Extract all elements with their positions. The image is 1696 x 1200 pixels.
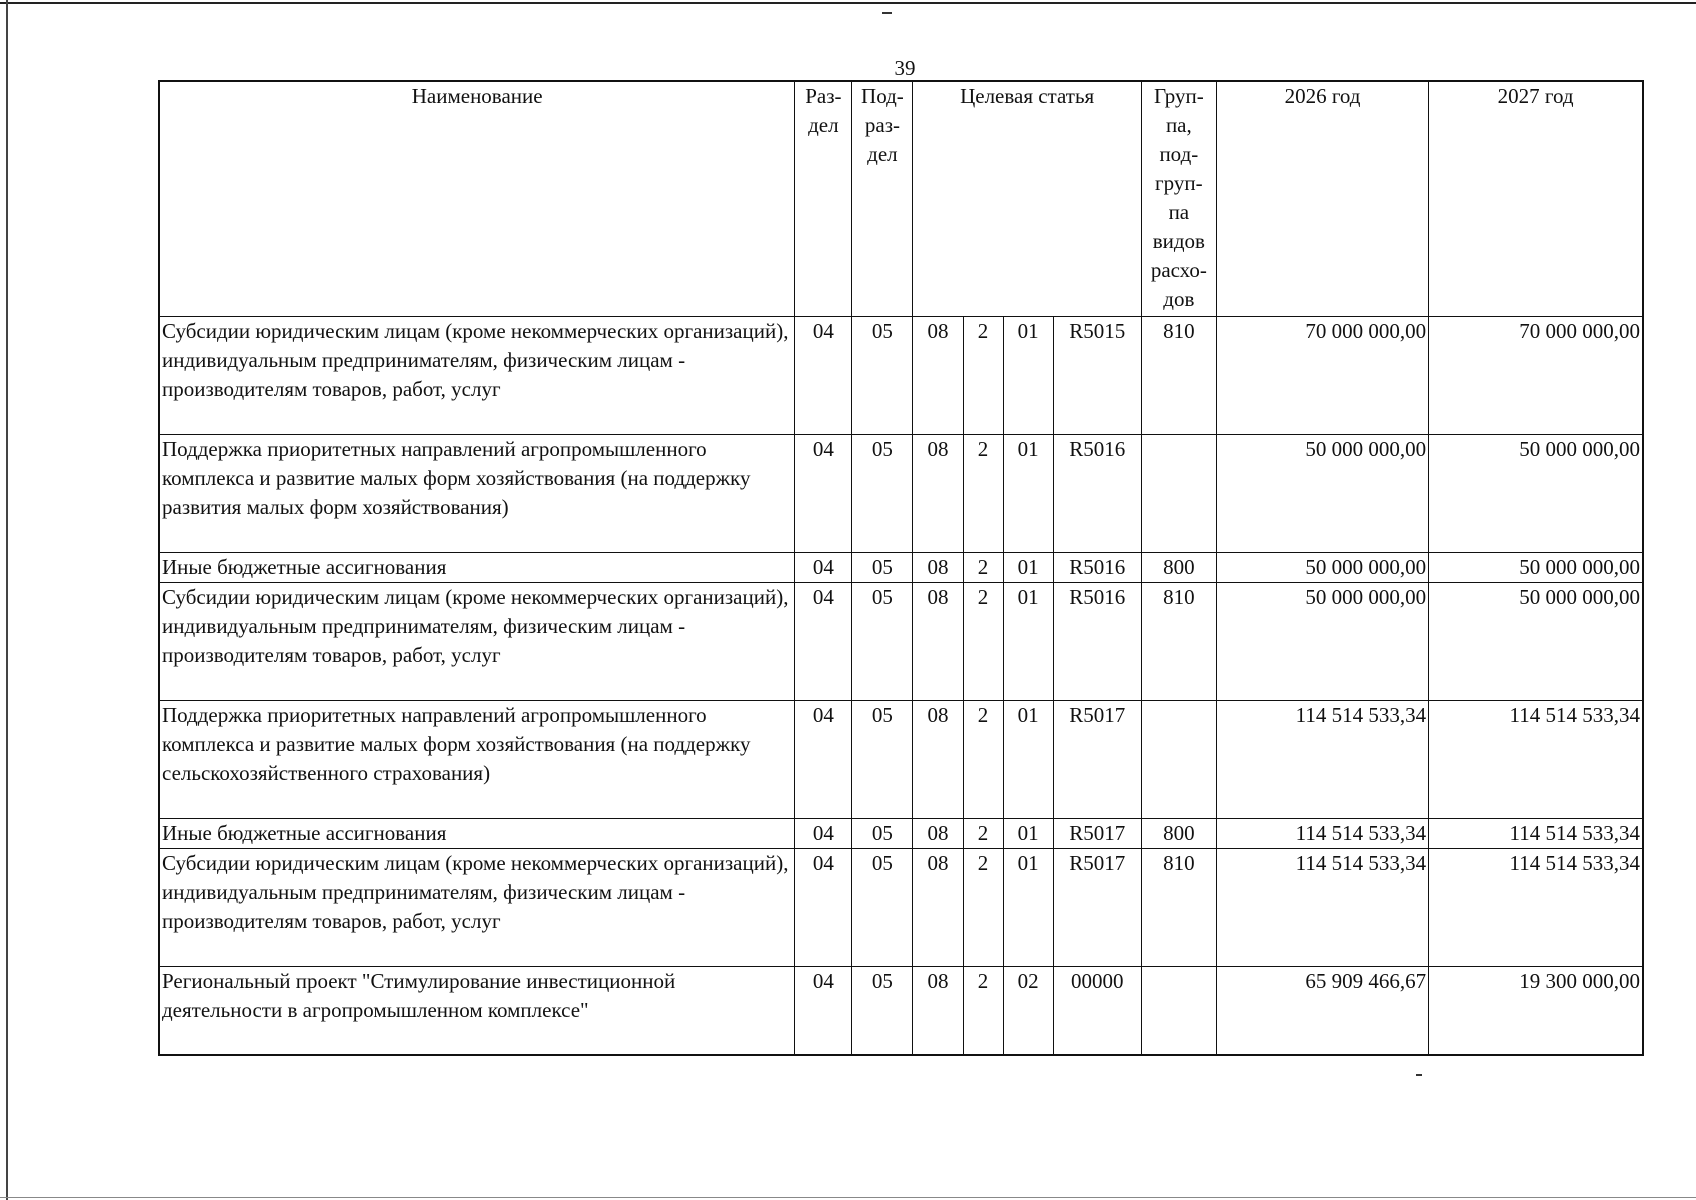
header-year-2027: 2027 год: [1429, 81, 1643, 316]
row-amount-2026: 50 000 000,00: [1216, 582, 1428, 700]
row-target-program: 08: [913, 316, 963, 434]
row-name: Субсидии юридическим лицам (кроме некоммерческих организаций), индивидуальным предпринимателям, физическим лицам - производителям товаров, работ, услуг: [159, 582, 795, 700]
row-amount-2026: 114 514 533,34: [1216, 848, 1428, 966]
header-name: Наименование: [159, 81, 795, 316]
table-row: [159, 434, 1643, 552]
row-razdel: 04: [795, 552, 852, 582]
row-name: Региональный проект "Стимулирование инвестиционной деятельности в агропромышленном комплексе": [159, 966, 795, 1055]
row-expense-group: 810: [1141, 582, 1216, 700]
row-expense-group: [1141, 434, 1216, 552]
row-target-direction: 2: [963, 434, 1003, 552]
row-target-code: R5017: [1053, 700, 1141, 818]
row-podrazdel: 05: [852, 316, 913, 434]
row-podrazdel: 05: [852, 582, 913, 700]
scan-border-bottom: [0, 1197, 1696, 1198]
table-row: [159, 966, 1643, 1055]
header-year-2026: 2026 год: [1216, 81, 1428, 316]
row-target-code: R5016: [1053, 434, 1141, 552]
row-podrazdel: 05: [852, 848, 913, 966]
row-amount-2027: 50 000 000,00: [1429, 434, 1643, 552]
row-target-code: R5017: [1053, 848, 1141, 966]
row-name: Субсидии юридическим лицам (кроме некоммерческих организаций), индивидуальным предпринимателям, физическим лицам - производителям товаров, работ, услуг: [159, 316, 795, 434]
row-amount-2026: 50 000 000,00: [1216, 434, 1428, 552]
row-amount-2026: 65 909 466,67: [1216, 966, 1428, 1055]
row-target-code: R5016: [1053, 582, 1141, 700]
table-row: [159, 316, 1643, 434]
row-expense-group: 810: [1141, 316, 1216, 434]
table-row: [159, 582, 1643, 700]
table-row: [159, 818, 1643, 848]
row-name: Иные бюджетные ассигнования: [159, 552, 795, 582]
row-target-direction: 2: [963, 848, 1003, 966]
row-amount-2027: 114 514 533,34: [1429, 818, 1643, 848]
row-target-program: 08: [913, 434, 963, 552]
row-target-program: 08: [913, 582, 963, 700]
row-target-event: 01: [1003, 316, 1053, 434]
row-podrazdel: 05: [852, 818, 913, 848]
row-amount-2027: 19 300 000,00: [1429, 966, 1643, 1055]
table-row: [159, 848, 1643, 966]
row-target-program: 08: [913, 848, 963, 966]
row-target-code: R5017: [1053, 818, 1141, 848]
row-target-event: 01: [1003, 848, 1053, 966]
row-target-event: 02: [1003, 966, 1053, 1055]
row-expense-group: 800: [1141, 552, 1216, 582]
row-target-program: 08: [913, 552, 963, 582]
scan-mark: [1416, 1074, 1422, 1076]
row-amount-2027: 50 000 000,00: [1429, 582, 1643, 700]
row-target-program: 08: [913, 700, 963, 818]
row-podrazdel: 05: [852, 966, 913, 1055]
row-target-direction: 2: [963, 966, 1003, 1055]
row-expense-group: [1141, 700, 1216, 818]
row-amount-2027: 114 514 533,34: [1429, 700, 1643, 818]
scan-mark: [882, 12, 892, 14]
row-amount-2026: 70 000 000,00: [1216, 316, 1428, 434]
table-row: [159, 700, 1643, 818]
row-target-program: 08: [913, 818, 963, 848]
row-target-program: 08: [913, 966, 963, 1055]
row-razdel: 04: [795, 848, 852, 966]
row-target-direction: 2: [963, 818, 1003, 848]
row-razdel: 04: [795, 316, 852, 434]
row-razdel: 04: [795, 818, 852, 848]
row-target-event: 01: [1003, 700, 1053, 818]
row-razdel: 04: [795, 434, 852, 552]
row-amount-2027: 114 514 533,34: [1429, 848, 1643, 966]
row-target-code: R5015: [1053, 316, 1141, 434]
page-number: 39: [894, 56, 916, 80]
header-expense-group: Груп- па, под- груп- па видов расхо- дов: [1141, 81, 1216, 316]
row-podrazdel: 05: [852, 552, 913, 582]
row-razdel: 04: [795, 700, 852, 818]
row-name: Поддержка приоритетных направлений агропромышленного комплекса и развитие малых форм хозяйствования (на поддержку сельскохозяйственного страхования): [159, 700, 795, 818]
row-amount-2026: 50 000 000,00: [1216, 552, 1428, 582]
row-podrazdel: 05: [852, 700, 913, 818]
header-podrazdel: Под- раз- дел: [852, 81, 913, 316]
row-target-direction: 2: [963, 700, 1003, 818]
row-target-direction: 2: [963, 582, 1003, 700]
row-name: Поддержка приоритетных направлений агропромышленного комплекса и развитие малых форм хозяйствования (на поддержку развития малых форм хозяйствования): [159, 434, 795, 552]
row-target-code: 00000: [1053, 966, 1141, 1055]
row-amount-2027: 70 000 000,00: [1429, 316, 1643, 434]
row-name: Субсидии юридическим лицам (кроме некоммерческих организаций), индивидуальным предпринимателям, физическим лицам - производителям товаров, работ, услуг: [159, 848, 795, 966]
row-target-event: 01: [1003, 434, 1053, 552]
row-amount-2026: 114 514 533,34: [1216, 818, 1428, 848]
row-expense-group: [1141, 966, 1216, 1055]
row-expense-group: 810: [1141, 848, 1216, 966]
row-target-direction: 2: [963, 552, 1003, 582]
scan-border-left: [6, 0, 8, 1200]
table-header-row: [159, 81, 1643, 316]
row-amount-2027: 50 000 000,00: [1429, 552, 1643, 582]
row-name: Иные бюджетные ассигнования: [159, 818, 795, 848]
row-expense-group: 800: [1141, 818, 1216, 848]
row-target-direction: 2: [963, 316, 1003, 434]
table-row: [159, 552, 1643, 582]
budget-table: [158, 80, 1644, 1056]
row-target-event: 01: [1003, 818, 1053, 848]
row-podrazdel: 05: [852, 434, 913, 552]
scan-border-top: [0, 2, 1696, 4]
row-target-event: 01: [1003, 552, 1053, 582]
header-razdel: Раз- дел: [795, 81, 852, 316]
row-amount-2026: 114 514 533,34: [1216, 700, 1428, 818]
row-razdel: 04: [795, 582, 852, 700]
row-target-event: 01: [1003, 582, 1053, 700]
row-razdel: 04: [795, 966, 852, 1055]
header-target-article: Целевая статья: [913, 81, 1141, 316]
row-target-code: R5016: [1053, 552, 1141, 582]
